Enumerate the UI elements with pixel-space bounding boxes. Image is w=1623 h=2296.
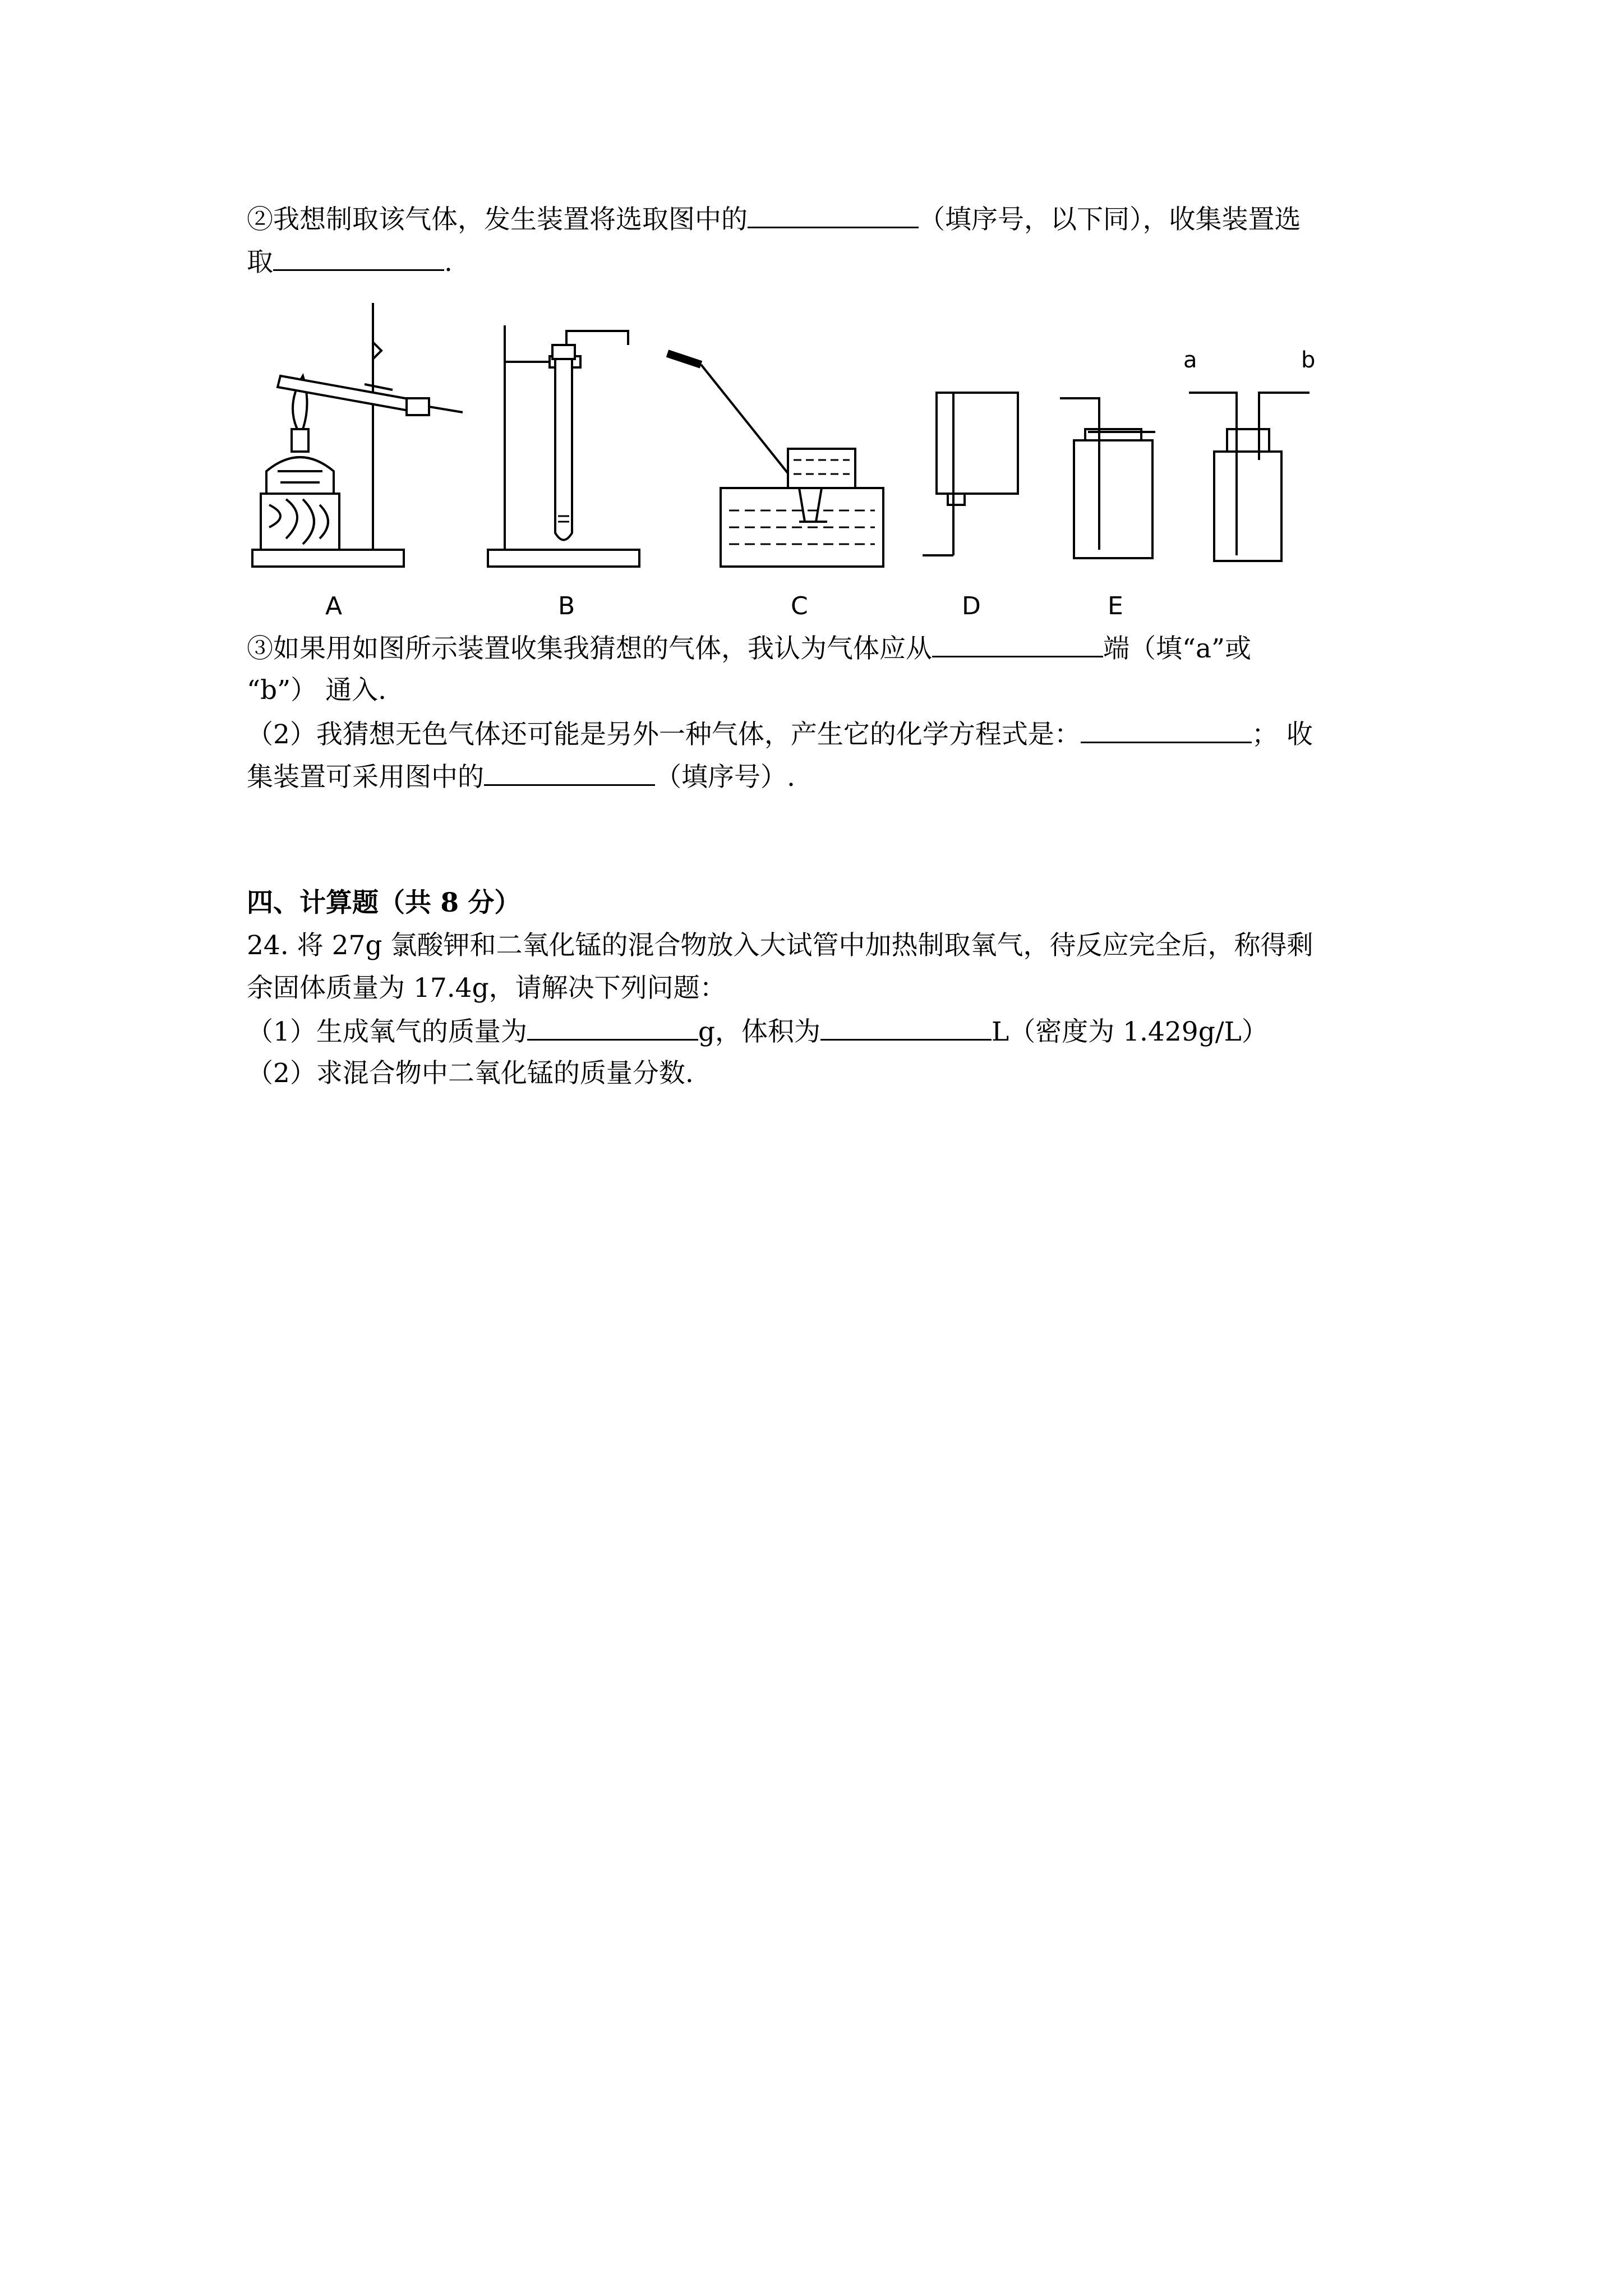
label-b: B (558, 592, 575, 620)
q24-text-a: （1）生成氧气的质量为 (247, 1016, 527, 1047)
label-d: D (962, 592, 981, 620)
answer-blank-generator[interactable] (748, 202, 919, 228)
q24-text-c: L（密度为 1.429g/L） (992, 1016, 1268, 1047)
q1-text-c: 取 (247, 247, 273, 278)
q1-text-a: ②我想制取该气体，发生装置将选取图中的 (247, 204, 748, 235)
q1-text-d: . (444, 247, 453, 278)
q1-line1 (247, 202, 1301, 237)
apparatus-e (1060, 398, 1155, 620)
answer-blank-volume[interactable] (820, 1014, 992, 1041)
apparatus-b (488, 325, 639, 620)
q1-text-b: （填序号，以下同），收集装置选 (919, 204, 1301, 235)
q2-text-b: 端（填“a”或 (1103, 633, 1252, 664)
apparatus-d (923, 393, 1018, 620)
apparatus-a (252, 303, 463, 620)
answer-blank-collector[interactable] (273, 245, 444, 271)
label-e: E (1108, 592, 1123, 620)
answer-blank-mass[interactable] (527, 1014, 698, 1041)
answer-blank-collector-2[interactable] (484, 760, 655, 786)
answer-blank-equation[interactable] (1081, 717, 1252, 743)
q1-line2 (247, 245, 453, 279)
port-a-label: a (1183, 347, 1197, 373)
q3-line1 (247, 717, 1313, 752)
apparatus-figure (236, 292, 1357, 628)
label-a: A (325, 592, 343, 620)
section-heading: 四、计算题（共 8 分） (247, 887, 521, 918)
q24-line2: 余固体质量为 17.4g，请解决下列问题： (247, 973, 726, 1004)
q24-line3 (247, 1014, 1268, 1049)
q24-line1: 24. 将 27g 氯酸钾和二氧化锰的混合物放入大试管中加热制取氧气，待反应完全后，称得剩 (247, 930, 1313, 961)
q2-line1 (247, 631, 1251, 666)
q2-text-a: ③如果用如图所示装置收集我猜想的气体，我认为气体应从 (247, 633, 932, 664)
port-b-label: b (1301, 347, 1316, 373)
answer-blank-port[interactable] (932, 631, 1103, 657)
q3-text-a: （2）我猜想无色气体还可能是另外一种气体，产生它的化学方程式是： (247, 719, 1081, 750)
q2-text-c: “b”） 通入. (247, 675, 387, 706)
q3-line2 (247, 760, 795, 794)
q3-text-b: ； 收 (1251, 719, 1313, 750)
q3-text-c: 集装置可采用图中的 (247, 762, 484, 793)
q24-text-b: g，体积为 (698, 1016, 820, 1047)
q24-line4: （2）求混合物中二氧化锰的质量分数. (247, 1058, 694, 1089)
q3-text-d: （填序号）. (655, 762, 795, 793)
q2-line2 (247, 674, 386, 707)
apparatus-c (667, 353, 883, 620)
label-c: C (791, 592, 808, 620)
apparatus-ab-bottle (1183, 347, 1315, 561)
